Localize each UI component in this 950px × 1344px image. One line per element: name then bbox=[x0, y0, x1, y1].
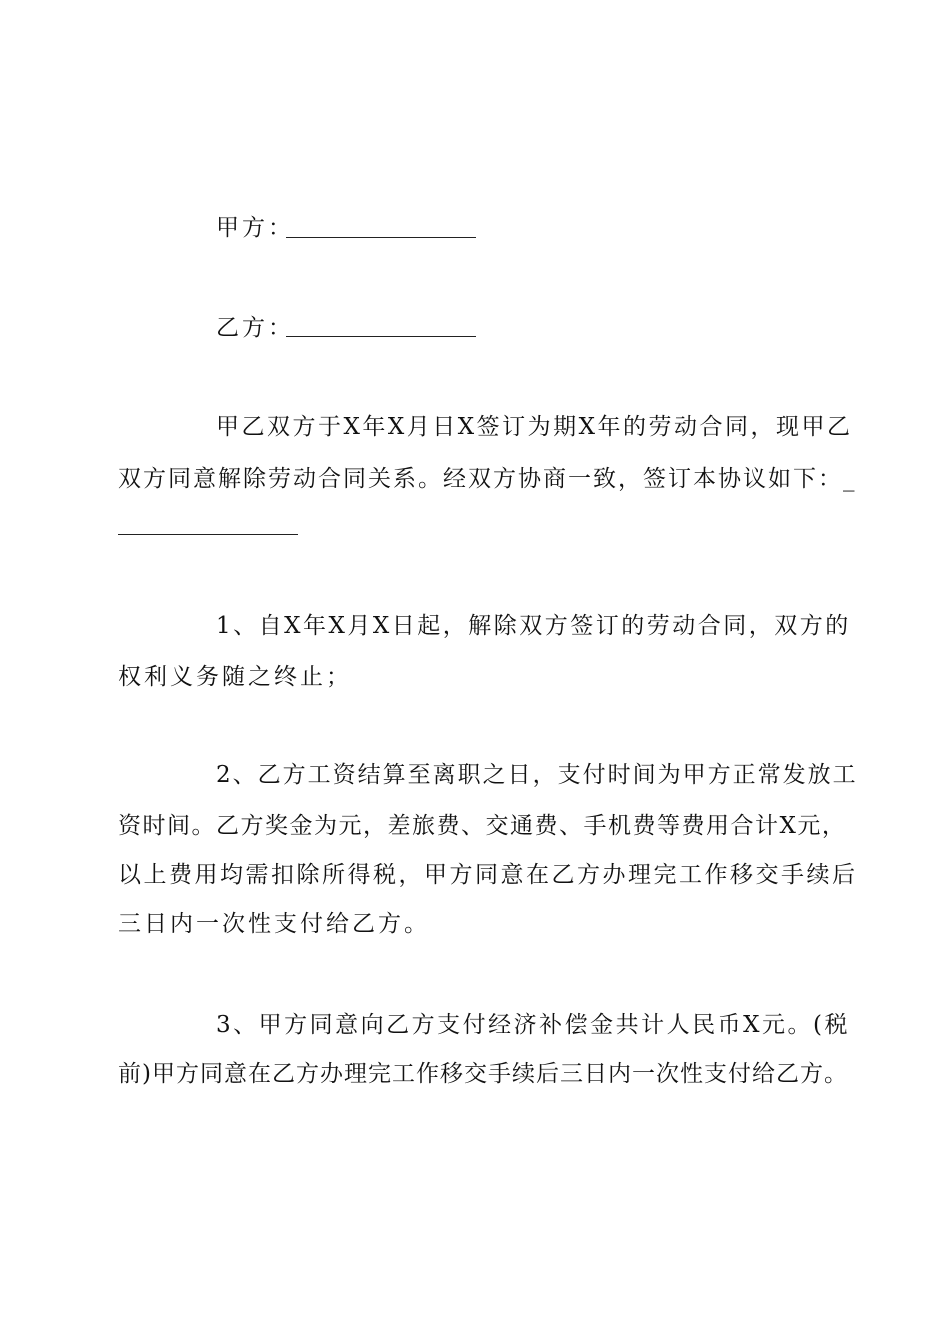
party-a-blank bbox=[286, 237, 476, 238]
clause-2-line-2: 资时间。乙方奖金为元，差旅费、交通费、手机费等费用合计X元， bbox=[118, 813, 847, 839]
clause-1-line-1: 1、自X年X月X日起，解除双方签订的劳动合同，双方的 bbox=[216, 613, 851, 639]
clause-1-line-2: 权利义务随之终止； bbox=[118, 664, 352, 690]
clause-2-line-3: 以上费用均需扣除所得税，甲方同意在乙方办理完工作移交手续后 bbox=[118, 862, 858, 888]
intro-line-2: 双方同意解除劳动合同关系。经双方协商一致，签订本协议如下：_ bbox=[118, 466, 857, 492]
party-b-label: 乙方： bbox=[216, 315, 294, 341]
party-b-blank bbox=[286, 336, 476, 337]
party-a-label: 甲方： bbox=[216, 215, 294, 241]
clause-3-line-1: 3、甲方同意向乙方支付经济补偿金共计人民币X元。(税 bbox=[216, 1012, 850, 1038]
clause-3-line-2: 前)甲方同意在乙方办理完工作移交手续后三日内一次性支付给乙方。 bbox=[118, 1061, 848, 1087]
intro-line-1: 甲乙双方于X年X月日X签订为期X年的劳动合同，现甲乙 bbox=[216, 414, 853, 440]
intro-blank bbox=[118, 534, 298, 535]
clause-2-line-1: 2、乙方工资结算至离职之日，支付时间为甲方正常发放工 bbox=[216, 762, 858, 788]
clause-2-line-4: 三日内一次性支付给乙方。 bbox=[118, 911, 430, 937]
